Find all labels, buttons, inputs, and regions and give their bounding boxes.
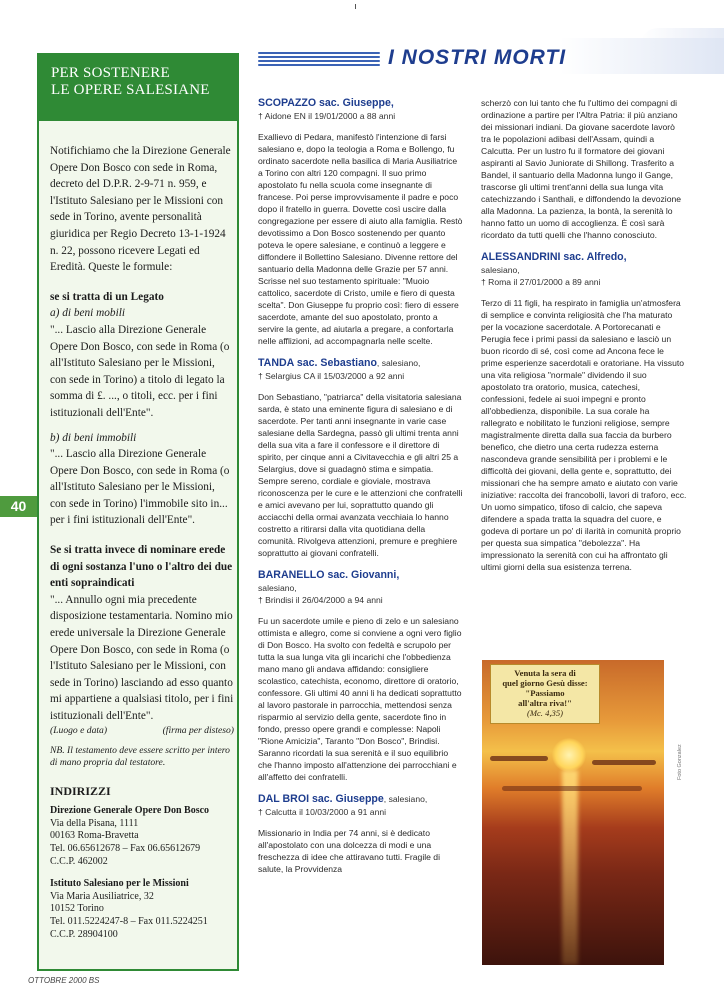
entry-date: † Roma il 27/01/2000 a 89 anni [481, 277, 601, 287]
quote-line4: all'altra riva!" [518, 698, 572, 708]
address2-line1: Via Maria Ausiliatrice, 32 [50, 890, 154, 902]
entry-role: salesiano, [481, 265, 520, 275]
entry-body: Missionario in India per 74 anni, si è dedicato all'apostolato con una dolcezza di modi e una freschezza di idee che attiravano tutti. Fragile di salute, la Provvidenza [258, 828, 440, 874]
page-number: 40 [0, 496, 37, 517]
firma: (firma per disteso) [162, 724, 234, 736]
entry-name: DAL BROI sac. Giuseppe [258, 793, 384, 805]
indirizzi-heading: INDIRIZZI [50, 783, 111, 798]
signature-line [50, 725, 234, 737]
address2-line4: C.C.P. 28904100 [50, 928, 118, 940]
quote-line1: Venuta la sera di [514, 668, 576, 678]
entry-body: Don Sebastiano, "patriarca" della visitatoria salesiana sarda, è stato una eminente figura di salesiano e di sacerdote. Per tanti anni insegnante in varie case salesiane della Sardegna, passò gli ultimi trenta anni della sua vita a fare il confessore e il direttore di spirito, per cinque anni a Civitavecchia e gli altri 25 a Selargius, dove si guadagnò stima e simpatia. Sempre sereno, cordiale e gioviale, mostrava riconoscenza per le cure e le attenzioni che confratelli e amici avevano per lui, soprattutto quando gli acciacchi della ormai avanzata vecchiaia lo hanno costretto a ritirarsi dalla vita quotidiana della comunità. Rivolgeva attenzioni, premure e preghiere soprattutto ai giovani confratelli. [258, 392, 463, 558]
obituary-column-1 [258, 97, 463, 875]
entry-role: , salesiano, [383, 794, 428, 804]
gospel-quote-box [490, 664, 600, 724]
legacy-box-title [51, 65, 210, 99]
cloud-streak [490, 756, 548, 761]
address1-line2: 00163 Roma-Bravetta [50, 830, 139, 842]
top-tick-mark [355, 4, 356, 9]
entry-date: † Calcutta il 10/03/2000 a 91 anni [258, 807, 387, 817]
horizon-line [502, 786, 642, 791]
legacy-box-content [50, 143, 234, 941]
nb-note: NB. Il testamento deve essere scritto per intero di mano propria dal testatore. [50, 744, 230, 768]
sun-reflection [562, 770, 578, 965]
entry-name: ALESSANDRINI sac. Alfredo, [481, 251, 627, 263]
obituary-column-2 [481, 97, 687, 573]
address1-line1: Via della Pisana, 1111 [50, 817, 139, 829]
quote-line3: "Passiamo [525, 688, 565, 698]
entry-date: † Aidone EN il 19/01/2000 a 88 anni [258, 111, 396, 121]
entry-date: † Selargius CA il 15/03/2000 a 92 anni [258, 371, 405, 381]
luogo-data: (Luogo e data) [50, 724, 108, 736]
address2-line2: 10152 Torino [50, 903, 104, 915]
entry-tanda [258, 357, 463, 559]
address-block-2 [50, 878, 234, 941]
header-stripes [258, 52, 380, 70]
section-title: I NOSTRI MORTI [388, 46, 567, 69]
entry-baranello [258, 569, 463, 783]
entry-role: , salesiano, [376, 358, 421, 368]
cloud-streak [592, 760, 656, 765]
legato-heading: se si tratta di un Legato [50, 290, 164, 303]
sun-shape [552, 738, 586, 772]
entry-date: † Brindisi il 26/04/2000 a 94 anni [258, 595, 383, 605]
entry-dalbroi [258, 793, 463, 875]
entry-name: SCOPAZZO sac. Giuseppe, [258, 97, 394, 109]
legacy-intro: Notifichiamo che la Direzione Generale Opere Don Bosco con sede in Roma, decreto del D.P.R. 2-9-71 n. 959, e l'Istituto Salesiano per le Missioni con sede in Torino, avente personalità giuridica per Regio Decreto 13-1-1924 n. 22, possono ricevere Legati ed Eredità. Queste le formule: [50, 145, 231, 274]
address1-line3: Tel. 06.65612678 – Fax 06.65612679 [50, 842, 201, 854]
address1-line4: C.C.P. 462002 [50, 855, 108, 867]
quote-line2: quel giorno Gesù disse: [502, 678, 588, 688]
entry-alessandrini [481, 251, 687, 573]
photo-credit: Foto Gonzalez [677, 744, 683, 780]
page-footer: OTTOBRE 2000 BS [28, 976, 100, 985]
erede-text: "... Annullo ogni mia precedente disposizione testamentaria. Nomino mio erede universale la Direzione Generale Opere Don Bosco, con sede in Roma (o l'Istituto Salesiano per le Missioni, con sede in Torino) lasciando ad esso quanto mi appartiene a qualsiasi titolo, per i fini istituzionali dell'Ente". [50, 593, 234, 722]
entry-body: Fu un sacerdote umile e pieno di zelo e un salesiano ottimista e allegro, come si conviene a ogni vero figlio di Don Bosco. Ha svolto con fedeltà e scrupolo per tutta la sua lunga vita gli incarichi che l'obbedienza mano mano gli andava affidando: consigliere scolastico, catechista, economo, direttore di oratorio, confessore. Gli ultimi 40 anni li ha dedicati soprattutto al lavoro pastorale in parrocchia, mettendosi senza risparmio al servizio della gente, sacerdote fino in fondo, presso opere grandi e complesse: Napoli "Rione Amicizia", Taranto "Don Bosco", Brindisi. Saranno ricordati la sua serenità e il suo equilibrio che l'hanno imposto all'attenzione dei parrocchiani e all'affetto dei confratelli. [258, 616, 462, 782]
address1-name: Direzione Generale Opere Don Bosco [50, 805, 210, 817]
legacy-box-header [39, 55, 237, 121]
entry-body: Exallievo di Pedara, manifestò l'intenzione di farsi salesiano e, dopo la teologia a Roma e Bollengo, fu ordinato sacerdote nella basilica di Maria Ausiliatrice a Torino con altri 120 compagni. Il suo primo apostolato fu nella scuola come insegnante di francese. Poi perse improvvisamente il padre e poco dopo il fratello in guerra. Dovette così uscire dalla congregazione per essere di aiuto alla famiglia. Restò devotissimo a Don Bosco sostenendo per quanto poteva le opere salesiane, e continuò a leggere e diffondere il Bollettino Salesiano. Divenne rettore del santuario della Madonna delle Grazie per 57 anni. Scrisse nel suo testamento spirituale: "Muoio cattolico, sacerdote di Cristo, umile e fiero di questa scelta". Don Giuseppe fu proprio così: fiero di essere sacerdote, amante del suo apostolato, pronto a servire la gente, ad aiutarla a pregare, a confortarla nelle afflizioni, ad accompagnarla nelle scelte. [258, 132, 463, 346]
entry-name: TANDA sac. Sebastiano [258, 357, 377, 369]
address-block-1 [50, 805, 234, 868]
beni-immobili-text: "... Lascio alla Direzione Generale Opere Don Bosco, con sede in Roma (o all'Istituto Salesiano per le Missioni, con sede in Torino) l'immobile sito in... per i fini istituzionali dell'Ente". [50, 448, 230, 527]
beni-immobili-label: b) di beni immobili [50, 431, 137, 444]
entry-scopazzo [258, 97, 463, 347]
address2-line3: Tel. 011.5224247-8 – Fax 011.5224251 [50, 915, 208, 927]
beni-mobili-text: "... Lascio alla Direzione Generale Opere Don Bosco, con sede in Roma (o all'Istituto Salesiano per le Missioni, con sede in Torino) a titolo di legato la somma di £. ..., o titoli, ecc. per i fini istituzionali dell'Ente". [50, 323, 230, 419]
address2-name: Istituto Salesiano per le Missioni [50, 878, 189, 890]
quote-reference: (Mc. 4,35) [526, 708, 564, 718]
erede-heading: Se si tratta invece di nominare erede di ogni sostanza l'uno o l'altro dei due enti sopraindicati [50, 544, 233, 590]
entry-name: BARANELLO sac. Giovanni, [258, 569, 400, 581]
beni-mobili-label: a) di beni mobili [50, 307, 125, 320]
entry-body: Terzo di 11 figli, ha respirato in famiglia un'atmosfera di semplice e convinta religiosità che l'ha maturato per la vocazione sacerdotale. A Portorecanati e Perugia fece i primi passi da salesiano e lasciò un buon ricordo di sé, così come ad Ancona fece le prime esperienze sacerdotali e oratoriane. Ha vissuto una vita religiosa "normale" dividendo il suo apostolato tra oratorio, musica, catechesi, confessioni, fedele ai suoi impegni e pronto all'obbedienza, disponibile. La sua corale ha rallegrato e nobilitato le funzioni religiose, sempre magistralmente diretta dalla sua faccia da burbero benefico, che dietro una certa rudezza esterna nascondeva grande sensibilità per i problemi e le difficoltà dei giovani, della gente e, soprattutto, dei missionari che ha sempre amato e aiutato con varie iniziative: raccolta dei francobolli, lavori di traforo, ecc. Un uomo simpatico, tifoso di calcio, che sapeva difendere a spada tratta la squadra del cuore, e godeva di portare un po' di ilarità in comunità proprio per questa sua simpatica "debolezza". Ha impressionato la serenità con cui ha affrontato gli ultimi giorni della sua esistenza terrena. [481, 298, 687, 572]
legacy-title-line1: PER SOSTENERE [51, 65, 170, 81]
entry-dalbroi-continued: scherzò con lui tanto che fu l'ultimo dei compagni di ordinazione a partire per l'Altra Patria: il più anziano dei missionari indiani. Da giovane sacerdote lavorò tra le popolazioni adibasi dell'Assam, quindi a Calcutta. Per un lustro fu il formatore dei giovani aspiranti al Savio Juniorate di Shillong. Trasferito a Bandel, il santuario della Madonna lungo il Gange, trascorse gli ultimi trent'anni della sua lunga vita catechizzando i Santhali, e diffondendo la devozione alla Madonna. La pazienza, la bontà, la serenità lo hanno fatto un uomo di accoglienza. È così sarà ricordato da tutti quelli che l'hanno conosciuto. [481, 98, 682, 240]
legacy-title-line2: LE OPERE SALESIANE [51, 82, 210, 98]
entry-role: salesiano, [258, 583, 297, 593]
header-decoration-band [560, 38, 724, 74]
